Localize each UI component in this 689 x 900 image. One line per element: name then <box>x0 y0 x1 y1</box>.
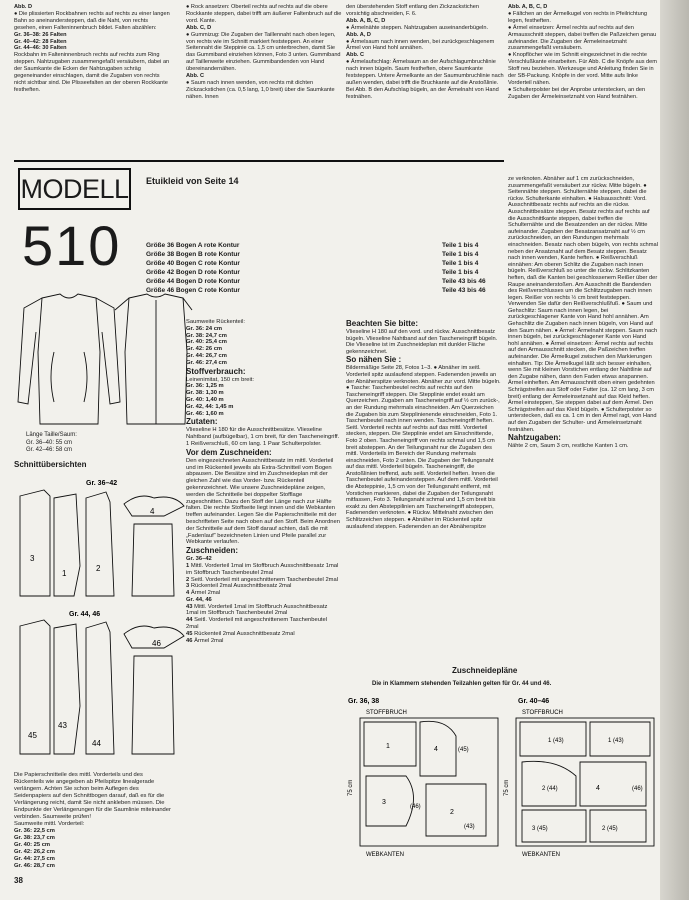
stoff-value: Gr. 38: 1,30 m <box>186 390 224 397</box>
webkanten-label: WEBKANTEN <box>366 852 405 858</box>
saum-label: Saumweite mittl. Vorderteil: <box>14 821 85 827</box>
text: ● Ärmelsaum nach innen wenden, bei zurückgeschlagenem Ärmel von Hand hohl annähen. <box>346 38 495 52</box>
text: ● Rock ansetzen: Oberteil rechts auf rechts auf die obere Rockkante steppen, dabei trifft am äußerer Faltenbruch auf die vord. Kante. <box>186 4 342 24</box>
pattern-num: 46 <box>152 639 161 648</box>
plan-num: 2 <box>450 809 454 816</box>
laenge-value: Gr. 36–40: 55 cm <box>26 439 73 446</box>
top-col-4 <box>508 4 658 101</box>
part: 4 Ärmel 2mal <box>186 590 221 597</box>
col4-text: ze verknoten. Abnäher auf 1 cm zurückschneiden, zusammengefaßt versäubert zur rückw. Mitte bügeln. ● Seitennähte steppen. Schulternähte steppen, dabei die rückw. Schulterkante einhalten. ● Halsausschnitt: Vord. Ausschnittbesatz rechts auf rechts an die rückw. Ausschnittbesätze steppen. Besatz rechts auf rechts auf die Ausschnittkante steppen, dabei treffen die Schulternähte und die Besatzenden an der rückw. Mitte aufeinander. Zugaben der Besatzansatznaht auf ½ cm zurückschneiden, an den Rundungen mehrmals einschneiden. Besatz nach oben bügeln, von rechts schmal neben der Ansatznaht auf dem Besatz steppen. Besatz nach innen wenden, Kante heften. ● Reißverschluß einnähen: Am oberen Schlitz die Zugaben nach innen bügeln. Reißverschluß so unter die rückw. Schlitzkanten heften, daß die Kanten bei geschlossenem Reißer über der Raupe aneinanderstoßen. Am Ausschnitt die Bandenden des Reißverschlusses um die Schlitzzugaben nach innen legen. Reißer von rechts ½ cm breit feststeppen. Verwenden Sie dafür den Reißverschlußfuß. ● Saum und Gehschlitz: Saum nach innen legen, bei zurückgeschlagener Kante von Hand hohl annähen. Am Gehschlitz die Zugaben nach innen bügeln, von Hand auf den Saum nähen. ● Ärmel: Ärmelnaht steppen. Saum nach innen bügeln, bei zurückgeschlagener Kante von Hand hohl annähen. ● Ärmel einsetzen: Ärmel rechts auf rechts auf den Armausschnitt stecken, die Paßzeichen treffen aufeinander. Die Ärmelkugel zwischen den Markierungen einhalten. Tip: Die Ärmelkugel läßt sich besser einhalten, wenn Sie mit kleinen Vorstichen entlang der Nahtlinie auf den Zugabe nähen, dann den Faden etwas anspannen. Ärmel einheften. Am Armausschnitt oben einen gedehnten Schrägstreifen aus Stoff oder Futter (ca. 12 cm lang, 3 cm breit) entlang der Ärmeleinsetznaht auf das Kleid heften. Ärmel einsteppen, Sie steppen dabei auf dem Ärmel. Den Schrägstreifen auf das Kleid bügeln. ● Schulterpolster so unterstecken, daß es ca. 1 cm in den Ärmel ragt, von Hand auf den Zugaben der Schulter- und Ärmeleinsetznaht festnähen. <box>508 176 658 433</box>
text: ● Ärmelaufschlag: Ärmelsaum an der Aufschlagumbruchlinie nach innen bügeln. Saum festheften, obere Saumkante feststeppen. Untere Ärmelkante an der Saumumbruchlinie nach außen wenden, dabei trifft die Bruchkante auf die Anstoßlinie. Bei Abb. B den Aufschlag bügeln, an der Ärmelnaht von Hand festnähen. <box>346 59 504 100</box>
heading: Abb. A, B, C, D <box>508 4 548 10</box>
gr-label-1: Gr. 36–42 <box>86 480 118 487</box>
text: ● Knopflöcher wie im Schnitt eingezeichnet in die rechte Verschlußkante einarbeiten. Für Abb. C die Knöpfe aus dem Stoff neu beziehen. Werkzeuge und Anleitung finden Sie in der SB-Packung. Knöpfe in der vord. Mitte aufs linke Vorderteil nähen. <box>508 52 657 86</box>
naht-heading: Nahtzugaben: <box>508 433 561 443</box>
pattern-num: 44 <box>92 739 101 748</box>
pattern-num: 1 <box>62 569 67 578</box>
plan-num: (46) <box>632 786 643 792</box>
rueck-value: Gr. 36: 24 cm <box>186 325 223 332</box>
size-row: Größe 36 Bogen A rote Kontur Teile 1 bis 4 <box>146 242 479 249</box>
part: 44 Seitl. Vorderteil mit angeschnittenem Taschenbeutel 2mal <box>186 617 328 631</box>
model-number: 510 <box>22 214 122 277</box>
modell-label: MODELL <box>18 168 131 210</box>
top-col-3 <box>346 4 504 101</box>
part: 3 Rückenteil 2mal Ausschnittbesatz 2mal <box>186 583 292 590</box>
size-row: Größe 46 Bogen C rote Kontur Teile 43 bis 46 <box>146 287 486 294</box>
text: ● Die plissierten Rockbahnen rechts auf rechts zu einer langen Bahn so aneinandersteppen, daß die Naht, von rechts gesehen, einen Falteninnenbruch bildet. Falten abzählen: <box>14 10 170 31</box>
pattern-overview <box>14 476 194 774</box>
gr-label-2: Gr. 44, 46 <box>69 611 101 618</box>
naehen-heading: So nähen Sie : <box>346 355 402 365</box>
rueck-value: Gr. 40: 25,4 cm <box>186 339 227 346</box>
heading: Abb. A, B, C, D <box>346 17 386 24</box>
rueck-value: Gr. 46: 27,4 cm <box>186 359 227 366</box>
laenge-label: Länge Taille/Saum: <box>26 432 77 438</box>
part: 2 Seitl. Vorderteil mit angeschnittenem Taschenbeutel 2mal <box>186 576 339 583</box>
mid-col <box>186 319 341 644</box>
stoff-heading: Stoffverbrauch: <box>186 366 246 376</box>
text: den überstehenden Stoff entlang den Zickzackstichen vorsichtig abschneiden, F. 6. <box>346 4 479 17</box>
beachten-heading: Beachten Sie bitte: <box>346 319 419 328</box>
pattern-num: 3 <box>30 554 35 563</box>
stoffbruch-label: STOFFBRUCH <box>522 710 563 716</box>
page-number: 38 <box>14 876 23 885</box>
plan-num: 4 <box>434 746 438 753</box>
schnitt-heading: Schnittübersichten <box>14 460 87 469</box>
left-text <box>14 772 174 870</box>
text: ● Gummizug: Die Zugaben der Taillennaht nach oben legen, von rechts wie im Schnitt markiert feststeppen. An einer Seitennaht die Steppinie ca. 1,5 cm unterbrechen, damit Sie das Gummiband einziehen können, Foto 3 unten. Gummiband auf Taillenweite einziehen. Gummibandenden von Hand übereinandernähen. <box>186 31 341 73</box>
saum-value: Gr. 44: 27,5 cm <box>14 856 55 862</box>
size-row: Größe 42 Bogen D rote Kontur Teile 1 bis 4 <box>146 269 479 276</box>
stoff-value: Gr. 40: 1,40 m <box>186 396 224 403</box>
heading: Abb. D <box>14 4 33 10</box>
plan-right-label: Gr. 40–46 <box>518 698 550 705</box>
size-line: Gr. 36–38: 26 Falten <box>14 31 67 38</box>
dress-sketch <box>14 292 194 430</box>
plan-num: (43) <box>464 824 475 830</box>
text: ● Fältchen an der Ärmelkugel von rechts in Pfeilrichtung legen, festheften. <box>508 10 647 24</box>
width-label: 75 cm <box>504 779 510 796</box>
plans-heading: Zuschneidepläne <box>452 666 518 675</box>
text: ● Ärmel einsetzen: Ärmel rechts auf rechts auf den Armausschnitt steppen, dabei treffen die Paßzeichen genau aufeinander. Die Zugaben der Ärmeleinsetznaht zusammengefaßt versäubern. <box>508 24 657 52</box>
plan-num: 3 <box>382 799 386 806</box>
text: Rockbahn im Falteninnenbruch rechts auf rechts zum Ring steppen. Nahtzugaben zusammengefaßt versäubern, dabei an der Saumkante die Ecken der Nahtzugaben schräg gegeneinander einschlagen, damit die Zugaben von rechts nicht sichtbar sind. Die Plisseefalten an der oberen Rockkante festheften. <box>14 52 170 93</box>
rueck-value: Gr. 42: 26 cm <box>186 346 223 353</box>
size-line: Gr. 40–42: 28 Falten <box>14 38 67 45</box>
gr-a: Gr. 36–42 <box>186 556 212 563</box>
page-fold <box>660 0 689 900</box>
col-3 <box>346 319 502 530</box>
plan-num: (46) <box>410 804 421 810</box>
cutting-plans <box>346 696 658 866</box>
plan-left-label: Gr. 36, 38 <box>348 698 380 705</box>
vor-zuschneiden-text: Den eingezeichneten Ausschnittbesatz im mittl. Vorderteil und im Rückenteil jeweils als Extra-Schnitteil vom Bogen abpausen. Die Besätze sind im Zuschneideplan mit der gleichen Zahl wie das Vorder- bzw. Rückenteil gekennzeichnet. Wie unsere Zuschneidepläne zeigen, werden die Schnitteile bei doppelter Stofflage zugeschnitten. Dazu den Stoff der Länge nach zur Hälfte falten. Die rechte Stoffseite liegt innen und die Webkanten treffen aufeinander. Legen Sie die Papierschnitteile mit der beschrifteten Seite nach oben auf den Stoff. Beim Anordnen der Schnitteile auf dem Stoff darauf achten, daß die mit „Fadenlauf“ bezeichneten Linien und Pfeile parallel zur Webkante verlaufen. <box>186 457 340 546</box>
plan-num: 2 (45) <box>602 826 618 832</box>
rueck-value: Gr. 44: 26,7 cm <box>186 352 227 359</box>
stoff-label: Leinenimitat, 150 cm breit: <box>186 376 254 383</box>
saum-value: Gr. 38: 23,7 cm <box>14 835 55 841</box>
plan-num: 4 <box>596 785 600 792</box>
saum-value: Gr. 42: 26,2 cm <box>14 849 55 855</box>
plan-num: (45) <box>458 747 469 753</box>
top-col-1 <box>14 4 172 94</box>
saum-value: Gr. 40: 25 cm <box>14 842 51 848</box>
length-info <box>26 432 176 455</box>
pattern-num: 45 <box>28 731 37 740</box>
stoff-value: Gr. 46: 1,60 m <box>186 410 224 417</box>
model-title: Etuikleid von Seite 14 <box>146 176 239 186</box>
width-label: 75 cm <box>348 779 354 796</box>
size-row: Größe 44 Bogen D rote Kontur Teile 43 bis 46 <box>146 278 486 285</box>
heading: Abb. C, D <box>186 24 212 31</box>
size-table <box>146 241 522 295</box>
stoff-value: Gr. 42, 44: 1,45 m <box>186 403 234 410</box>
webkanten-label: WEBKANTEN <box>522 852 561 858</box>
heading: Abb. A, D <box>346 31 371 38</box>
rueck-value: Gr. 38: 24,7 cm <box>186 332 227 339</box>
part: 46 Ärmel 2mal <box>186 637 224 644</box>
text: ● Ärmelnähte steppen. Nahtzugaben auseinanderbügeln. <box>346 24 489 31</box>
naht-text: Nähte 2 cm, Saum 3 cm, restliche Kanten 1 cm. <box>508 443 629 450</box>
part: 1 Mittl. Vorderteil 1mal im Stoffbruch Ausschnittbesatz 1mal im Stoffbruch Taschenbeutel 2mal <box>186 562 339 576</box>
plan-num: 1 <box>386 743 390 750</box>
heading: Abb. C <box>186 73 205 80</box>
plan-num: 1 (43) <box>548 738 564 744</box>
text: ● Saum nach innen wenden, von rechts mit dichten Zickzackstichen (ca. 0,5 lang, 1,0 breit) über die Saumkante nähen. Innen <box>186 79 335 100</box>
vor-zuschneiden-heading: Vor dem Zuschneiden: <box>186 447 272 457</box>
size-row: Größe 38 Bogen B rote Kontur Teile 1 bis 4 <box>146 251 479 258</box>
col-4 <box>508 176 658 450</box>
zutaten-heading: Zutaten: <box>186 417 218 427</box>
heading: Abb. C <box>346 52 365 59</box>
part: 45 Rückenteil 2mal Ausschnittbesatz 2mal <box>186 630 295 637</box>
plans-sub: Die in Klammern stehenden Teilzahlen gelten für Gr. 44 und 46. <box>372 681 552 687</box>
laenge-value: Gr. 42–46: 58 cm <box>26 447 73 453</box>
text: ● Schulterpolster bei der Anprobe unterstecken, an den Zugaben der Ärmeleinsetznaht von Hand festnähen. <box>508 86 646 100</box>
section-rule <box>14 160 504 162</box>
part: 43 Mittl. Vorderteil 1mal im Stoffbruch Ausschnittbesatz 1mal im Stoffbruch Taschenbeutel 2mal <box>186 603 328 617</box>
zuschneiden-heading: Zuschneiden: <box>186 546 239 556</box>
stoff-value: Gr. 36: 1,25 m <box>186 383 224 390</box>
zutaten-text: Vlieseline H 180 für die Ausschnittbesätze. Vlieseline Nahtband (aufbügelbar), 1 cm breit, für den Tascheneingriff. 1 Reißverschluß, 60 cm lang. 1 Paar Schulterpolster. <box>186 427 340 447</box>
size-line: Gr. 44–46: 30 Falten <box>14 45 67 52</box>
top-col-2 <box>186 4 344 101</box>
size-row: Größe 40 Bogen C rote Kontur Teile 1 bis 4 <box>146 260 479 267</box>
stoffbruch-label: STOFFBRUCH <box>366 710 407 716</box>
beachten-text: Vlieseline H 180 auf den vord. und rückw. Ausschnittbesatz bügeln. Vlieseline Nahtband auf den Tascheneingriff bügeln. Die Vlieseline ist im Zuschneideplan mit dunkler Fläche gekennzeichnet. <box>346 329 498 355</box>
gr-b: Gr. 44, 46 <box>186 596 212 603</box>
saum-value: Gr. 46: 28,7 cm <box>14 863 55 869</box>
plan-num: 1 (43) <box>608 738 624 744</box>
plan-num: 3 (45) <box>532 826 548 832</box>
pattern-num: 43 <box>58 721 67 730</box>
plan-num: 2 (44) <box>542 786 558 792</box>
pattern-num: 4 <box>150 507 155 516</box>
saum-value: Gr. 36: 22,5 cm <box>14 828 55 834</box>
rueck-label: Saumweite Rückenteil: <box>186 319 245 325</box>
pattern-num: 2 <box>96 564 101 573</box>
naehen-text: Bildermäßige Seite 28, Fotos 1–3. ● Abnäher im seitl. Vorderteil spitz auslaufend steppen. Fadenenden jeweils an der Abnäherspitze verknoten. Abnäher zur vord. Mitte bügeln. ● Tasche: Taschenbeutel rechts auf rechts auf den Tascheneingriff steppen. Die Stepplinie endet exakt am Querzeichen. Zugaben am Tascheneingriff auf ½ cm zurück-, an der Rundung mehrmals einschneiden. Am Querzeichen die Zugaben bis zum Stepplinienende einschneiden, Foto 1. Taschenbeutel nach innen wenden. Tascheneingriff heften. Seitl. Vorderteil rechts auf rechts auf das mittl. Vorderteil stecken, steppen. Die Stepplinie endet am Einschnittende, Foto 2 oben. Tascheneingriff von rechts schmal und 1,5 cm breit absteppen. An der Teilungsnaht nur die Zugaben des mittl. Vorderteils im Bereich der Rundung mehrmals einschneiden, Foto 2 unten. Die Zugaben der Teilungsnaht auf das mittl. Vorderteil bügeln. Tascheneingriff, die Anstoßlinien treffend, aufs seitl. Vorderteil heften. Innen die Taschenbeutel aufeinandersteppen. Auf dem mittl. Vorderteil die Absteppinie, 1,5 cm von der Teilungsnaht entfernt, mit Vorstichen markieren, dabei die Zugaben der Teilungsnaht mitfassen, Foto 3. Teilungsnaht schmal und 1,5 cm breit bis exakt zu den Absteppilinien am Tascheneingriff absteppen, Fadenenden verknoten. ● Rückw. Mittelnaht zwischen den Schlitzzeichen steppen. ● Abnäher im Rückenteil spitz auslaufend steppen. Fadenenden an der Abnäherspitze <box>346 365 501 530</box>
text: Die Papierschnitteile des mittl. Vorderteils und des Rückenteils wie angegeben ab Pfeilspitze linealgerade verlängern. Achten Sie schon beim Auflegen des Seidenpapiers auf den Schnittbogen darauf, daß es für die Verlängerung reicht, damit Sie nicht ankleben müssen. Die Endpunkte der Verlängerungen für die Saumlinie miteinander verbinden. Saumweite prüfen! <box>14 772 171 820</box>
